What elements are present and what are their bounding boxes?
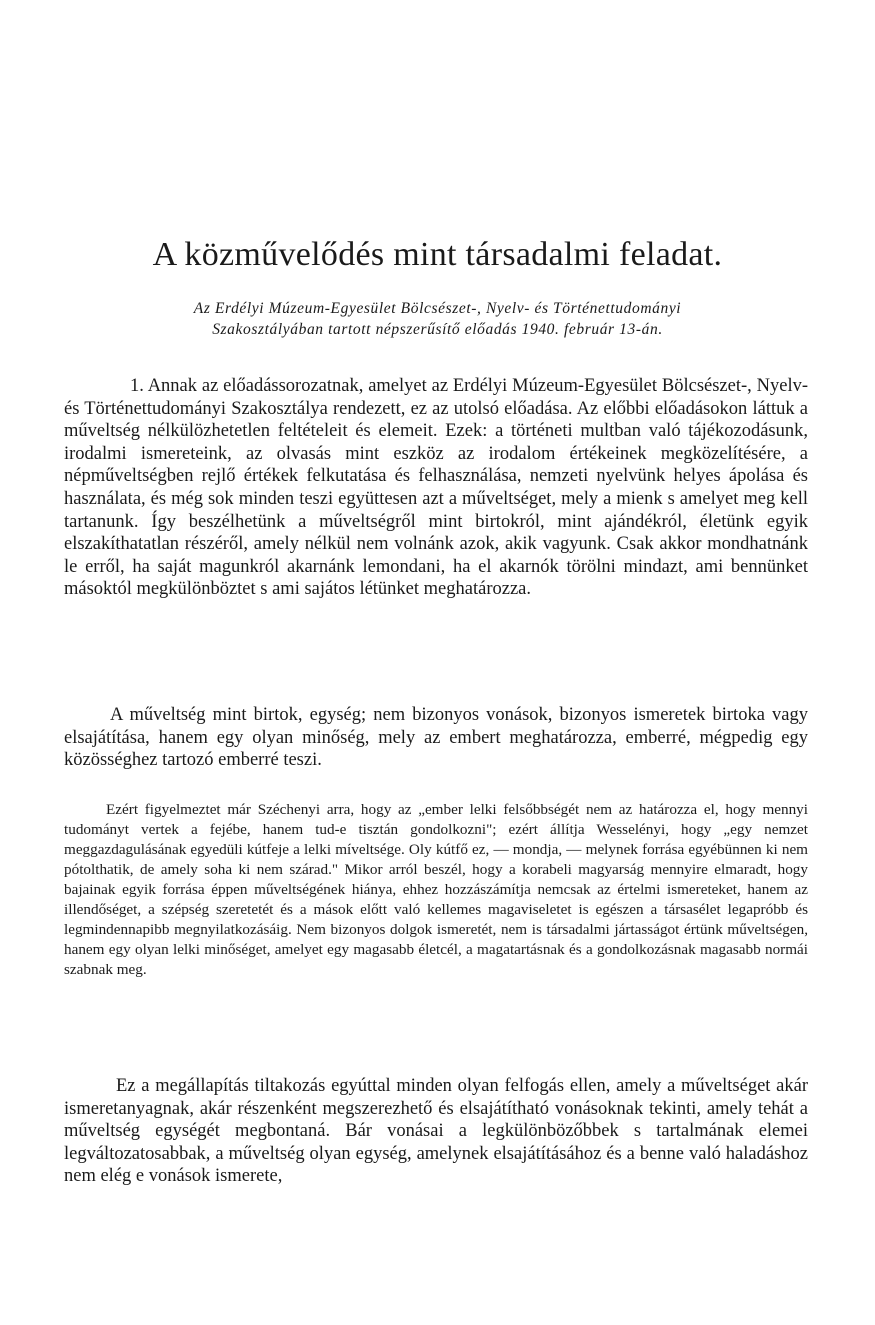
paragraph-3: Ez a megállapítás tiltakozás egyúttal minden olyan felfogás ellen, amely a műveltséget akár ismeretanyagnak, akár részenként megszerezhető és elsajátítható vonásoknak tekinti, amely tehát a műveltség egységét megbontaná. Bár vonásai a legkülönbözőbbek s tartalmának elemei legváltozatosabbak, a műveltség olyan egység, amelynek elsajátításához és a benne való haladáshoz nem elég e vonások ismerete, <box>64 1076 808 1187</box>
page-subtitle <box>60 298 815 340</box>
paragraph-2: A műveltség mint birtok, egység; nem bizonyos vonások, bizonyos ismeretek birtoka vagy elsajátítása, hanem egy olyan minőség, mely az embert meghatározza, emberré, mégpedig egy közösséghez tartozó emberré teszi. <box>64 705 808 771</box>
subtitle-line-2: Szakosztályában tartott népszerűsítő előadás 1940. február 13-án. <box>212 321 663 338</box>
subtitle-line-1: Az Erdélyi Múzeum-Egyesület Bölcsészet-, Nyelv- és Történettudományi <box>193 300 682 317</box>
paragraph-1: 1. Annak az előadássorozatnak, amelyet az Erdélyi Múzeum-Egyesület Bölcsészet-, Nyelv- és Történettudományi Szakosztálya rendezett, ez az utolsó előadása. Az előbbi előadásokon láttuk a műveltség nélkülözhetetlen feltételeit és elemeit. Ezek: a történeti multban való tájékozodásunk, irodalmi ismereteink, az olvasás mint eszköz az irodalom értékeinek megközelítésére, a népműveltségben rejlő értékek felkutatása és felhasználása, nemzeti nyelvünk helyes ápolása és használata, és még sok minden teszi együttesen azt a műveltséget, mely a mienk s amelyet meg kell tartanunk. Így beszélhetünk a műveltségről mint birtokról, mint ajándékról, életünk egyik elszakíthatatlan részéről, amely nélkül nem volnánk azok, akik vagyunk. Csak akkor mondhatnánk le erről, ha saját magunkról akarnánk lemondani, ha el akarnók törölni mindazt, ami bennünket másoktól megkülönböztet s ami sajátos létünket meghatározza. <box>64 376 808 600</box>
page-title: A közművelődés mint társadalmi feladat. <box>152 236 723 273</box>
small-print-paragraph: Ezért figyelmeztet már Széchenyi arra, hogy az „ember lelki felsőbbségét nem az határozza el, hogy mennyi tudományt vertek a fejébe, hanem tud-e tisztán gondolkozni"; ezért állítja Wesselényi, hogy „egy nemzet meggazdagulásának egyedüli kútfeje a lelki míveltsége. Oly kútfő ez, — mondja, — melynek forrása egyébünnen ki nem pótolthatik, de amely soha ki nem szárad." Mikor arról beszél, hogy a korabeli magyarság mennyire elmaradt, hogy bajainak egyik forrása éppen műveltségének hiánya, ehhez hozzászámítja nemcsak az értelmi ismereteket, hanem az illendőséget, a szépség szeretetét és a mások előtt való kellemes magaviseletet is egészen a társasélet legapróbb és legmindennapibb megnyilatkozásáig. Nem bizonyos dolgok ismeretét, nem is társadalmi jártasságot értünk műveltségen, hanem egy olyan lelki minőséget, amelyet egy magasabb életcél, a magatartásnak és a gondolkozásnak magasabb normái szabnak meg. <box>64 801 808 978</box>
